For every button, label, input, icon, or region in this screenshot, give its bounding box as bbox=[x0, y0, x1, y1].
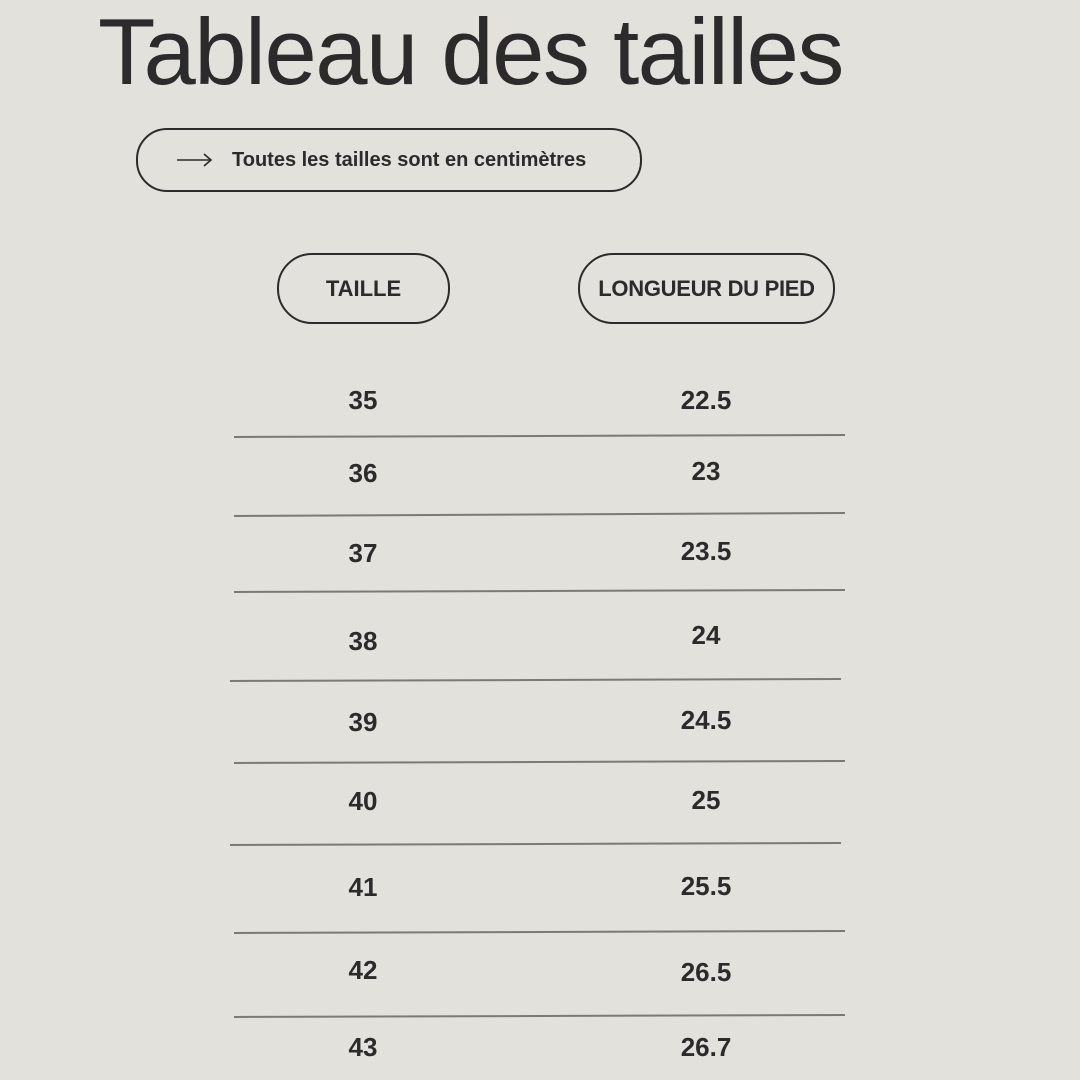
foot-length-value: 25.5 bbox=[680, 871, 732, 901]
size-value: 41 bbox=[348, 872, 378, 902]
column-header-size: TAILLE bbox=[277, 253, 450, 324]
foot-length-value: 23 bbox=[691, 456, 721, 486]
unit-note-pill bbox=[136, 128, 642, 192]
size-value: 43 bbox=[348, 1032, 378, 1062]
size-value: 39 bbox=[348, 707, 378, 737]
foot-length-value: 26.5 bbox=[680, 957, 732, 987]
size-value: 37 bbox=[348, 538, 378, 568]
row-divider bbox=[234, 589, 845, 593]
unit-note-text: Toutes les tailles sont en centimètres bbox=[232, 149, 587, 171]
size-value: 42 bbox=[348, 955, 378, 985]
row-divider bbox=[234, 760, 845, 764]
foot-length-value: 22.5 bbox=[680, 385, 732, 415]
foot-length-value: 24 bbox=[691, 620, 721, 650]
size-value: 40 bbox=[348, 786, 378, 816]
row-divider bbox=[234, 512, 845, 517]
foot-length-value: 23.5 bbox=[680, 536, 732, 566]
foot-length-value: 25 bbox=[691, 785, 721, 815]
row-divider bbox=[234, 930, 845, 934]
arrow-right-icon bbox=[176, 150, 214, 170]
row-divider bbox=[234, 1014, 845, 1018]
size-value: 38 bbox=[348, 626, 378, 656]
row-divider bbox=[234, 434, 845, 438]
foot-length-value: 24.5 bbox=[680, 705, 732, 735]
row-divider bbox=[230, 678, 841, 682]
foot-length-value: 26.7 bbox=[680, 1032, 732, 1062]
size-value: 36 bbox=[348, 458, 378, 488]
size-value: 35 bbox=[348, 385, 378, 415]
row-divider bbox=[230, 842, 841, 846]
column-header-foot-length: LONGUEUR DU PIED bbox=[578, 253, 835, 324]
page-title: Tableau des tailles bbox=[98, 0, 843, 104]
